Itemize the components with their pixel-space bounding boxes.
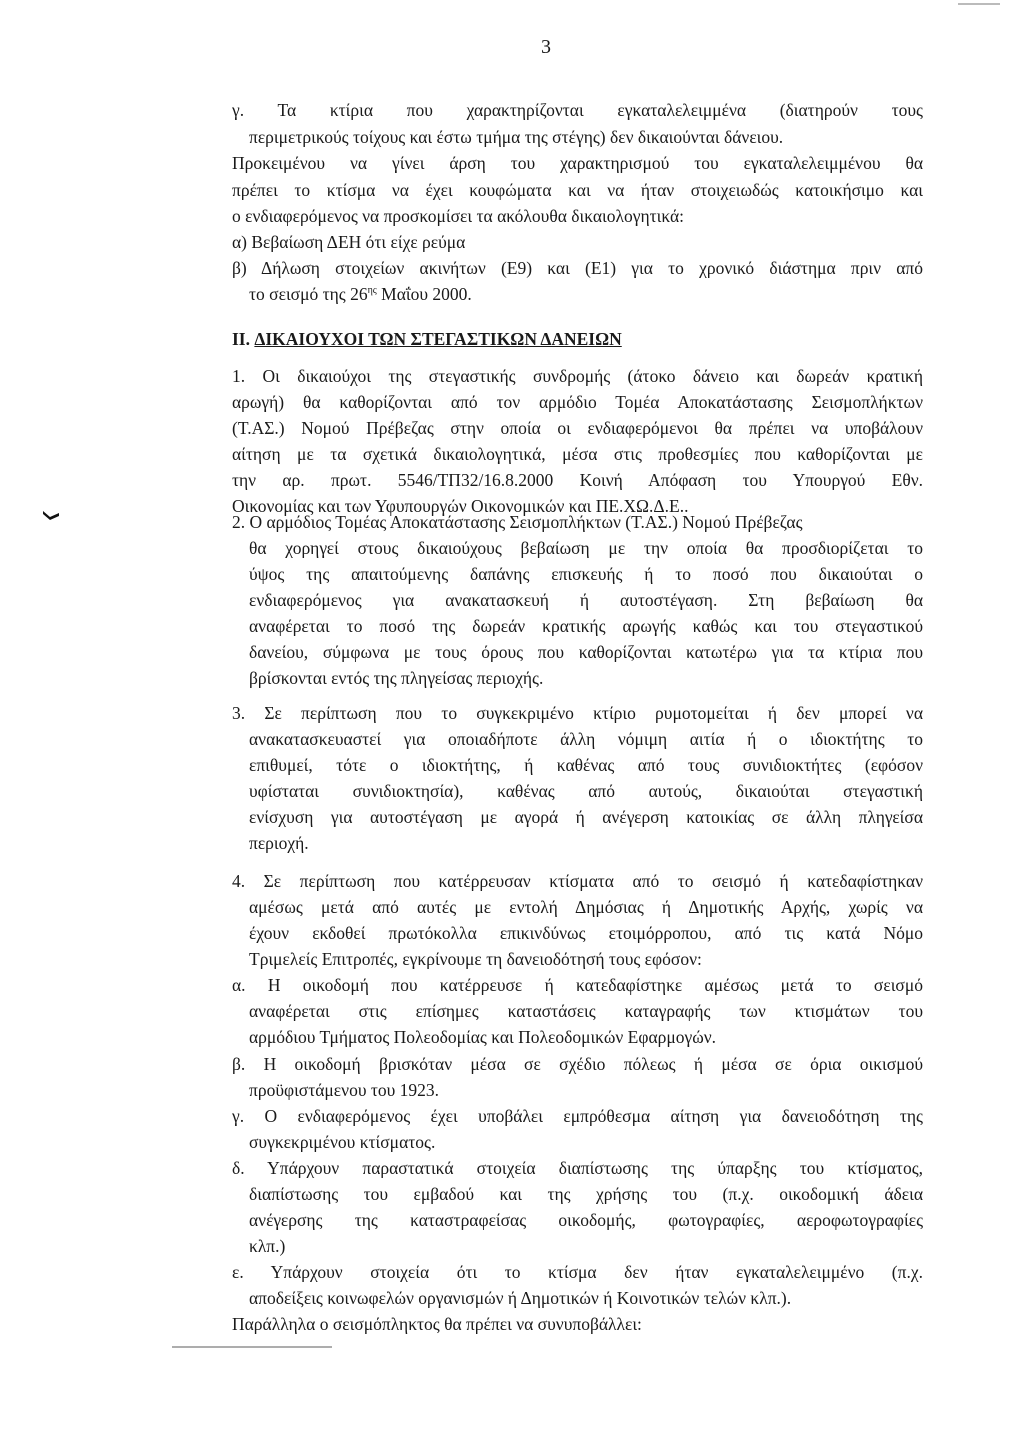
sub-d-line-4: κλπ.) [249, 1236, 286, 1256]
scan-mark-icon [42, 510, 60, 520]
item2-line-1: 2. Ο αρμόδιος Τομέας Αποκατάστασης Σεισμοπλήκτων (Τ.ΑΣ.) Νομού Πρέβεζας [232, 512, 803, 532]
sub-e-line-1: ε. Υπάρχουν στοιχεία ότι το κτίσμα δεν ήταν εγκαταλελειμμένο (π.χ. [232, 1262, 923, 1282]
item4-line-2: αμέσως μετά από αυτές με εντολή Δημόσιας ή Δημοτικής Αρχής, χωρίς να [249, 897, 923, 917]
item3-line-5: ενίσχυση για αυτοστέγαση με αγορά ή ανέγερση κατοικίας σε άλλη πληγείσα [249, 807, 923, 827]
paragraph-line-2: πρέπει το κτίσμα να έχει κουφώματα και να ήταν στοιχειωδώς κατοικήσιμο και [232, 180, 923, 200]
item1-line-6: Οικονομίας και των Υφυπουργών Οικονομικών και ΠΕ.ΧΩ.Δ.Ε.. [232, 496, 689, 516]
item2-line-7: βρίσκονται εντός της πληγείσας περιοχής. [249, 668, 544, 688]
item3-line-3: επιθυμεί, τότε ο ιδιοκτήτης, ή καθένας από τους συνιδιοκτήτες (εφόσον [249, 755, 923, 775]
item2-line-6: δανείου, σύμφωνα με τους όρους που καθορίζονται κατωτέρω για τα κτίρια που [249, 642, 923, 662]
item3-line-4: υφίσταται συνιδιοκτησία), καθένας από αυτούς, δικαιούται στεγαστική [249, 781, 923, 801]
item2-line-5: αναφέρεται το ποσό της δωρεάν κρατικής αρωγής καθώς και του στεγαστικού [249, 616, 923, 636]
section-title: ΔΙΚΑΙΟΥΧΟΙ ΤΩΝ ΣΤΕΓΑΣΤΙΚΩΝ ΔΑΝΕΙΩΝ [254, 329, 622, 349]
item2-line-4: ενδιαφερόμενος για ανακατασκευή ή αυτοστέγαση. Στη βεβαίωση θα [249, 590, 923, 610]
sub-b-line-1: β. Η οικοδομή βρισκόταν μέσα σε σχέδιο πόλεως ή μέσα σε όρια οικισμού [232, 1054, 923, 1074]
sub-d-line-2: διαπίστωσης του εμβαδού και της χρήσης του (π.χ. οικοδομική άδεια [249, 1184, 923, 1204]
item-beta-date: Μαΐου 2000. [376, 284, 472, 304]
sub-g-line-2: συγκεκριμένου κτίσματος. [249, 1132, 436, 1152]
item2-line-3: ύψος της απαιτούμενης δαπάνης επισκευής ή το ποσό που δικαιούται ο [249, 564, 923, 584]
item4-line-1: 4. Σε περίπτωση που κατέρρευσαν κτίσματα από το σεισμό ή κατεδαφίστηκαν [232, 871, 923, 891]
sub-a-line-2: αναφέρεται στις επίσημες καταστάσεις καταγραφής των κτισμάτων του [249, 1001, 923, 1021]
sub-d-line-1: δ. Υπάρχουν παραστατικά στοιχεία διαπίστωσης της ύπαρξης του κτίσματος, [232, 1158, 923, 1178]
item1-line-1: 1. Οι δικαιούχοι της στεγαστικής συνδρομής (άτοκο δάνειο και δωρεάν κρατική [232, 366, 923, 386]
item3-line-2: ανακατασκευαστεί για οποιαδήποτε άλλη νόμιμη αιτία ή ο ιδιοκτήτης το [249, 729, 923, 749]
item2-line-2: θα χορηγεί στους δικαιούχους βεβαίωση με την οποία θα προσδιορίζεται το [249, 538, 923, 558]
paragraph-line-3: ο ενδιαφερόμενος να προσκομίσει τα ακόλουθα δικαιολογητικά: [232, 206, 685, 226]
item3-line-1: 3. Σε περίπτωση που το συγκεκριμένο κτίριο ρυμοτομείται ή δεν μπορεί να [232, 703, 923, 723]
item1-line-5: την αρ. πρωτ. 5546/ΤΠ32/16.8.2000 Κοινή Απόφαση του Υπουργού Εθν. [232, 470, 923, 490]
section-heading [232, 331, 622, 349]
sub-d-line-3: ανέγερσης της καταστραφείσας οικοδομής, φωτογραφίες, αεροφωτογραφίες [249, 1210, 923, 1230]
paragraph-line-1: Προκειμένου να γίνει άρση του χαρακτηρισμού του εγκαταλελειμμένου θα [232, 153, 923, 173]
ordinal-suffix: ης [367, 285, 377, 297]
section-number: II. [232, 329, 250, 349]
item-beta-line-2 [249, 286, 472, 304]
sub-g-line-1: γ. Ο ενδιαφερόμενος έχει υποβάλει εμπρόθεσμα αίτηση για δανειοδότηση της [232, 1106, 923, 1126]
item-beta-line-1: β) Δήλωση στοιχείων ακινήτων (Ε9) και (Ε1) για το χρονικό διάστημα πριν από [232, 258, 923, 278]
sub-a-line-1: α. Η οικοδομή που κατέρρευσε ή κατεδαφίστηκε αμέσως μετά το σεισμό [232, 975, 923, 995]
sub-e-line-2: αποδείξεις κοινωφελών οργανισμών ή Δημοτικών ή Κοινοτικών τελών κλπ.). [249, 1288, 792, 1308]
sub-a-line-3: αρμόδιου Τμήματος Πολεοδομίας και Πολεοδομικών Εφαρμογών. [249, 1027, 717, 1047]
sub-b-line-2: προϋφιστάμενου του 1923. [249, 1080, 440, 1100]
item1-line-4: αίτηση με τα σχετικά δικαιολογητικά, μέσα στις προθεσμίες που καθορίζονται με [232, 444, 923, 464]
gamma-line-1: γ. Τα κτίρια που χαρακτηρίζονται εγκαταλελειμμένα (διατηρούν τους [232, 100, 923, 120]
item1-line-2: αρωγή) θα καθορίζονται από τον αρμόδιο Τομέα Αποκατάστασης Σεισμοπλήκτων [232, 392, 923, 412]
item-alpha: α) Βεβαίωση ΔΕΗ ότι είχε ρεύμα [232, 232, 466, 252]
item-beta-text: το σεισμό της 26 [249, 284, 368, 304]
scan-corner-artifact [958, 3, 1000, 5]
item4-line-4: Τριμελείς Επιτροπές, εγκρίνουμε τη δανειοδότησή τους εφόσον: [249, 949, 702, 969]
item1-line-3: (Τ.ΑΣ.) Νομού Πρέβεζας στην οποία οι ενδιαφερόμενοι θα πρέπει να υποβάλουν [232, 418, 923, 438]
item4-line-3: έχουν εκδοθεί πρωτόκολλα επικινδύνως ετοιμόρροπου, από τις κατά Νόμο [249, 923, 923, 943]
item3-line-6: περιοχή. [249, 833, 309, 853]
footer-scan-noise [172, 1344, 332, 1350]
closing-line: Παράλληλα ο σεισμόπληκτος θα πρέπει να συνυποβάλλει: [232, 1314, 642, 1334]
gamma-line-2: περιμετρικούς τοίχους και έστω τμήμα της στέγης) δεν δικαιούνται δάνειου. [249, 127, 784, 147]
page-number: 3 [541, 36, 551, 58]
